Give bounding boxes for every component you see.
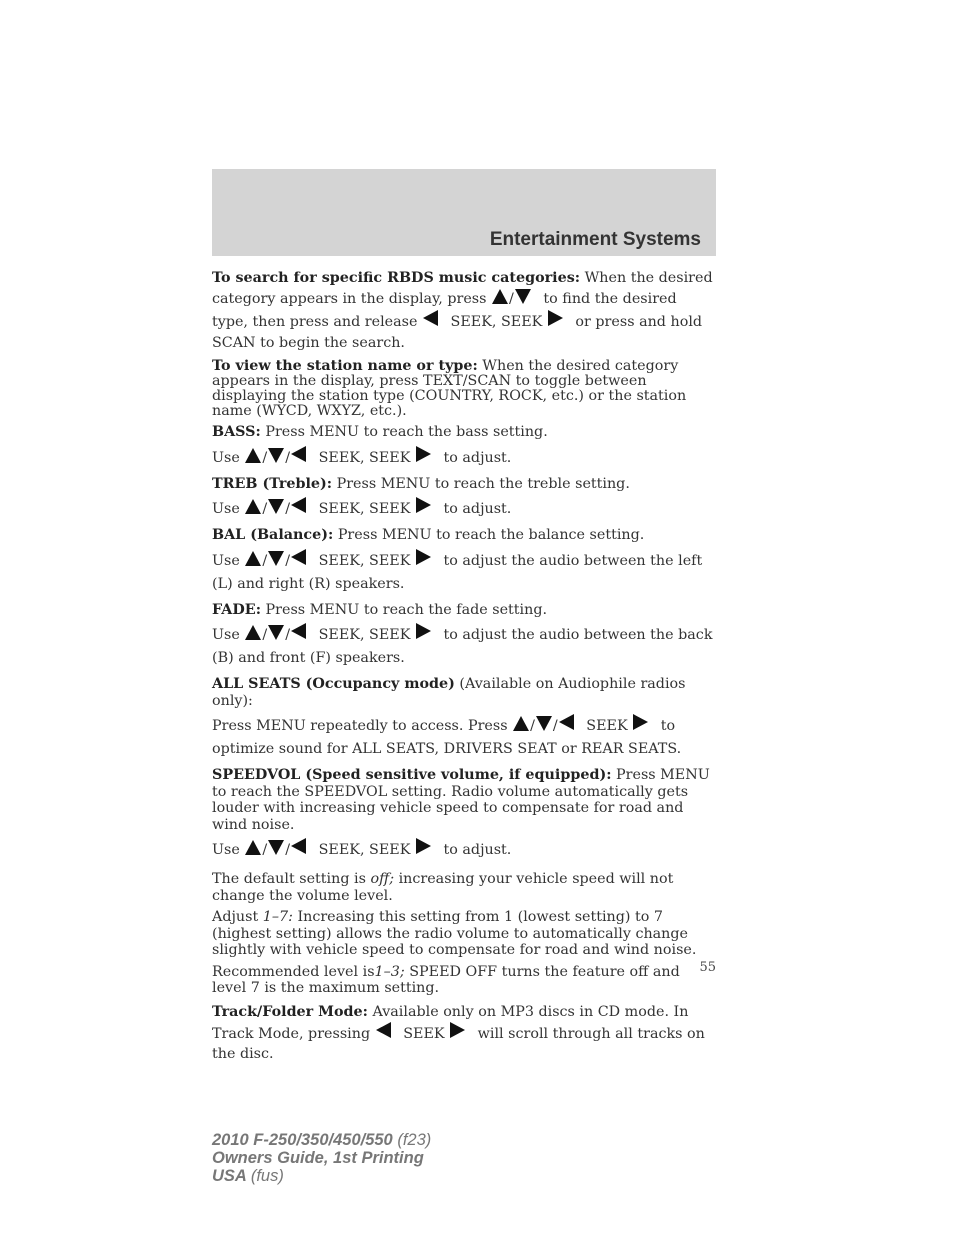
default-paragraph (212, 871, 716, 904)
down-arrow-icon (268, 499, 284, 514)
bal-controls: Use / / SEEK, SEEK to adjust the audio between the left (L) and right (R) speakers. (212, 549, 716, 596)
speedvol-text: Press MENU to reach the SPEEDVOL setting. Radio volume automatically gets louder with increasing vehicle speed to compensate for road and wind noise. (212, 767, 710, 833)
seek-left-icon (423, 310, 438, 326)
seek-right-icon (416, 497, 431, 513)
seek-text: SEEK, SEEK (318, 449, 411, 466)
speedvol-controls: Use / / SEEK, SEEK to adjust. (212, 838, 716, 862)
seek-left-icon (291, 838, 306, 854)
use-text: Use (212, 501, 240, 517)
bass-text: Press MENU to reach the bass setting. (265, 424, 548, 440)
bass-controls: Use / / SEEK, SEEK to adjust. (212, 446, 716, 470)
allseats-controls: Press MENU repeatedly to access. Press / / SEEK to optimize sound for ALL SEATS, DRIVERS SEAT or REAR SEATS. (212, 714, 716, 761)
footer-guide: Owners Guide, 1st Printing (212, 1149, 424, 1167)
footer-model: 2010 F-250/350/450/550 (212, 1131, 393, 1149)
rbds-text-2: to find the desired type, then press and release (212, 291, 677, 330)
up-arrow-icon (492, 289, 508, 304)
seek-text: SEEK, SEEK (318, 552, 411, 569)
down-arrow-icon (515, 289, 531, 304)
seek-left-icon (559, 714, 574, 730)
adjust-text: to adjust. (443, 842, 512, 858)
seek-right-icon (450, 1022, 465, 1038)
use-text: Use (212, 449, 240, 466)
adjust-range: 1–7: (262, 909, 293, 925)
recommended-text: Recommended level is (212, 963, 375, 980)
treb-paragraph (212, 476, 716, 493)
seek-left-icon (291, 549, 306, 565)
default-off: off; (370, 871, 395, 887)
treb-label: TREB (Treble): (212, 475, 333, 492)
bass-label: BASS: (212, 424, 261, 440)
use-text: Use (212, 627, 240, 643)
track-text: Available only on MP3 discs in CD mode. In Track Mode, pressing (212, 1003, 689, 1042)
up-arrow-icon (513, 716, 529, 731)
page-number: 55 (699, 960, 716, 975)
track-paragraph (212, 1002, 716, 1064)
allseats-text: (Available on Audiophile radios only): (212, 676, 686, 709)
down-arrow-icon (268, 551, 284, 566)
view-paragraph (212, 359, 716, 419)
section-header (212, 169, 716, 256)
rbds-paragraph: To search for specific RBDS music categories: When the desired category appears in the display, press / to find the desired type, then press and release SEEK, SEEK or press and hold SCAN to begin the search. (212, 270, 713, 351)
seek-right-icon (416, 623, 431, 639)
up-arrow-icon (245, 499, 261, 514)
footer-model-line (212, 1131, 431, 1149)
footer-model-code: (f23) (397, 1131, 432, 1149)
allseats-to-text: to optimize sound for ALL SEATS, DRIVERS SEAT or REAR SEATS. (212, 718, 682, 757)
fade-adjust-text: to adjust the audio between the back (B) and front (F) speakers. (212, 627, 713, 666)
up-arrow-icon (245, 551, 261, 566)
speedvol-label: SPEEDVOL (Speed sensitive volume, if equipped): (212, 767, 612, 783)
view-text: When the desired category appears in the display, press TEXT/SCAN to toggle between displaying the station type (COUNTRY, ROCK, etc.) or the station name (WYCD, WXYZ, etc.). (212, 358, 687, 419)
seek-text: SEEK (403, 1025, 445, 1042)
allseats-paragraph (212, 676, 716, 709)
down-arrow-icon (268, 625, 284, 640)
default-text-2: increasing your vehicle speed will not change the volume level. (212, 871, 674, 904)
footer-region: USA (212, 1167, 247, 1185)
fade-text: Press MENU to reach the fade setting. (265, 601, 548, 618)
view-label: To view the station name or type: (212, 358, 478, 374)
section-title: Entertainment Systems (489, 229, 701, 250)
adjust-label: Adjust (212, 909, 259, 925)
seek-left-icon (291, 623, 306, 639)
recommended-range: 1–3; (374, 963, 405, 980)
fade-paragraph (212, 602, 716, 619)
seek-right-icon (416, 838, 431, 854)
adjust-body: Increasing this setting from 1 (lowest setting) to 7 (highest setting) allows the radio volume to automatically change slightly with vehicle speed to compensate for road and wind noise. (212, 909, 697, 958)
default-text: The default setting is (212, 871, 366, 887)
seek-text: SEEK, SEEK (318, 627, 411, 643)
treb-text: Press MENU to reach the treble setting. (336, 475, 630, 492)
seek-left-icon (291, 446, 306, 462)
use-text: Use (212, 842, 240, 858)
seek-text: SEEK, SEEK (318, 501, 411, 517)
recommended-text-2: SPEED OFF turns the feature off and level 7 is the maximum setting. (212, 963, 680, 996)
seek-right-icon (416, 446, 431, 462)
adjust-paragraph (212, 909, 716, 959)
seek-right-icon (548, 310, 563, 326)
rbds-text-4: or press and hold SCAN to begin the search. (212, 314, 703, 351)
down-arrow-icon (536, 716, 552, 731)
bal-paragraph (212, 527, 716, 544)
manual-content (212, 268, 716, 1069)
use-text: Use (212, 552, 240, 569)
footer-region-code: (fus) (250, 1167, 284, 1185)
seek-left-icon (376, 1022, 391, 1038)
document-footer (212, 1131, 431, 1185)
rbds-label: To search for specific RBDS music categories: (212, 270, 581, 286)
bal-text: Press MENU to reach the balance setting. (337, 527, 645, 543)
bal-adjust-text: to adjust the audio between the left (L) and right (R) speakers. (212, 552, 703, 592)
bass-paragraph (212, 424, 716, 441)
track-end-text: will scroll through all tracks on the disc. (212, 1025, 705, 1062)
footer-region-line (212, 1167, 431, 1185)
up-arrow-icon (245, 625, 261, 640)
rbds-text: When the desired category appears in the display, press (212, 270, 713, 307)
seek-right-icon (633, 714, 648, 730)
adjust-text: to adjust. (443, 449, 512, 466)
bal-label: BAL (Balance): (212, 527, 334, 543)
speedvol-paragraph (212, 767, 716, 833)
seek-left-icon (291, 497, 306, 513)
adjust-text: to adjust. (443, 501, 512, 517)
seek-text: SEEK (586, 718, 628, 734)
down-arrow-icon (268, 840, 284, 855)
track-label: Track/Folder Mode: (212, 1003, 368, 1020)
up-arrow-icon (245, 448, 261, 463)
rbds-seek-text: SEEK, SEEK (450, 314, 543, 330)
fade-label: FADE: (212, 601, 261, 618)
down-arrow-icon (268, 448, 284, 463)
fade-controls: Use / / SEEK, SEEK to adjust the audio between the back (B) and front (F) speakers. (212, 623, 716, 670)
treb-controls: Use / / SEEK, SEEK to adjust. (212, 497, 716, 521)
allseats-label: ALL SEATS (Occupancy mode) (212, 676, 455, 692)
up-arrow-icon (245, 840, 261, 855)
allseats-press-text: Press MENU repeatedly to access. Press (212, 718, 508, 734)
seek-text: SEEK, SEEK (318, 842, 411, 858)
seek-right-icon (416, 549, 431, 565)
